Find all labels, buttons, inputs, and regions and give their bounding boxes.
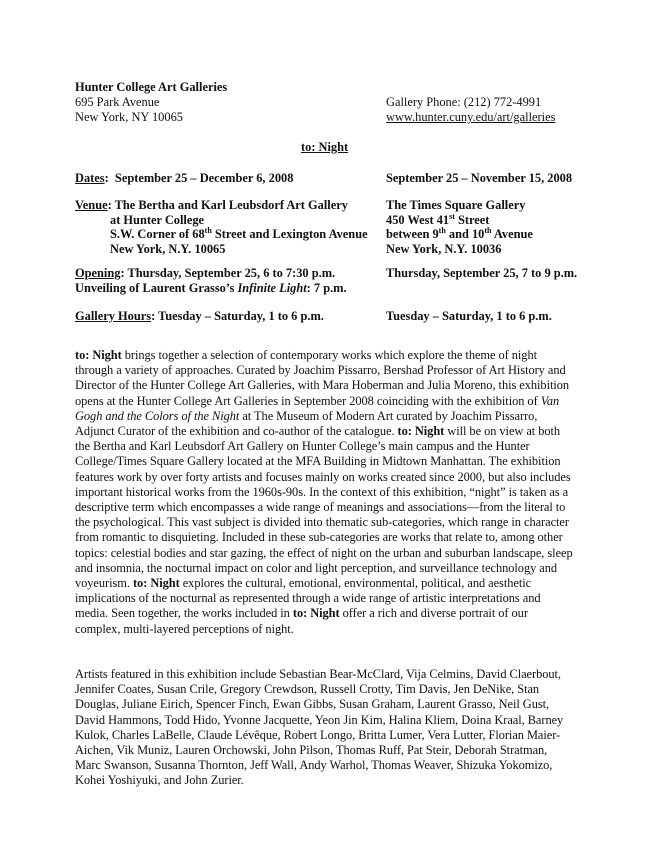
hours-row-left: Gallery Hours: Tuesday – Saturday, 1 to 6 p.m. [75,309,324,323]
dates-row-left: Dates: September 25 – December 6, 2008 [75,171,294,185]
venue-right [386,198,533,256]
venue-right-line-2: 450 West 41st Street [386,211,490,227]
address-line-1: 695 Park Avenue [75,95,160,109]
address-line-2: New York, NY 10065 [75,110,183,124]
description-paragraph: to: Night brings together a selection of contemporary works which explore the theme of night through a variety of approaches. Curated by Joachim Pissarro, Bershad Professor of Art History and Director of the Hunter College Art Galleries, with Mara Hoberman and Julia Moreno, this exhibition opens at the Hunter College Art Galleries in September 2008 coinciding with the exhibition of Van Gogh and the Colors of the Night at The Museum of Modern Art curated by Joachim Pissarro, Adjunct Curator of the exhibition and co-author of the catalogue. to: Night will be on view at both the Bertha and Karl Leubsdorf Art Gallery on Hunter College’s main campus and the Hunter College/Times Square Gallery located at the MFA Building in Midtown Manhattan. The exhibition features work by over forty artists and focuses mainly on works created since 2000, but also includes important historical works from the 1960s-90s. In the context of this exhibition, “night” is taken as a descriptive term which encompasses a wide range of meanings and associations—from the literal to the psychological. This vast subject is divided into thematic sub-categories, which range in character from romantic to disquieting. Included in these sub-categories are works that relate to, among other topics: celestial bodies and star gazing, the effect of night on the urban and suburban landscape, sleep and insomnia, the nocturnal impact on color and light perception, and surveillance technology and voyeurism. to: Night explores the cultural, emotional, environmental, political, and aesthetic implications of the nocturnal as represented through a wide range of artistic interpretations and media. Seen together, the works included in to: Night offer a rich and diverse portrait of our complex, multi-layered perceptions of night. [75,348,573,636]
dates-label: Dates [75,171,105,185]
website-link[interactable]: www.hunter.cuny.edu/art/galleries [386,110,556,124]
opening-left-line-2: Unveiling of Laurent Grasso’s Infinite Light: 7 p.m. [75,280,347,295]
opening-left: Opening: Thursday, September 25, 6 to 7:30 p.m. Unveiling of Laurent Grasso’s Infinite Light: 7 p.m. [75,266,347,295]
venue-right-line-1: The Times Square Gallery [386,198,526,212]
dates-left-value: September 25 – December 6, 2008 [114,171,294,185]
page-title: to: Night [301,140,349,154]
dates-right-value: September 25 – November 15, 2008 [386,171,573,185]
org-name: Hunter College Art Galleries [75,80,228,94]
venue-label: Venue [75,198,108,212]
gallery-phone: Gallery Phone: (212) 772-4991 [386,95,542,109]
venue-right-line-4: New York, N.Y. 10036 [386,241,502,256]
venue-left-line-2: at Hunter College [110,212,205,227]
venue-left-line-3: S.W. Corner of 68th Street and Lexington Avenue [110,226,368,242]
artists-paragraph: Artists featured in this exhibition include Sebastian Bear-McClard, Vija Celmins, David Claerbout, Jennifer Coates, Susan Crile, Gregory Crewdson, Russell Crotty, Tim Davis, Jen DeNike, Stan Douglas, Juliane Eirich, Spencer Finch, Ewan Gibbs, Susan Graham, Laurent Grasso, Neil Gust, David Hammons, Todd Hido, Yvonne Jacquette, Yeon Jin Kim, Halina Kliem, Doina Kraal, Barney Kulok, Charles LaBelle, Claude Lévêque, Robert Longo, Britta Lumer, Vera Lutter, Florian Maier-Aichen, Vik Muniz, Lauren Orchowski, John Pilson, Thomas Ruff, Pat Steir, Deborah Stratman, Marc Swanson, Susanna Thornton, Jeff Wall, Andy Warhol, Thomas Weaver, Shizuka Yokomizo, Kohei Yoshiyuki, and John Zurier. [75,667,564,788]
venue-left-line-4: New York, N.Y. 10065 [110,241,226,256]
venue-left: Venue: The Bertha and Karl Leubsdorf Art Gallery at Hunter College S.W. Corner of 68th Street and Lexington Avenue New York, N.Y. 10065 [75,198,368,256]
opening-label: Opening [75,266,121,280]
venue-left-line-1: The Bertha and Karl Leubsdorf Art Gallery [114,198,348,212]
opening-right-value: Thursday, September 25, 7 to 9 p.m. [386,266,578,280]
venue-right-line-3: between 9th and 10th Avenue [386,226,533,242]
opening-left-line-1: Thursday, September 25, 6 to 7:30 p.m. [127,266,336,280]
hours-right-value: Tuesday – Saturday, 1 to 6 p.m. [386,309,552,323]
hours-left-value: Tuesday – Saturday, 1 to 6 p.m. [158,309,324,323]
hours-label: Gallery Hours [75,309,152,323]
